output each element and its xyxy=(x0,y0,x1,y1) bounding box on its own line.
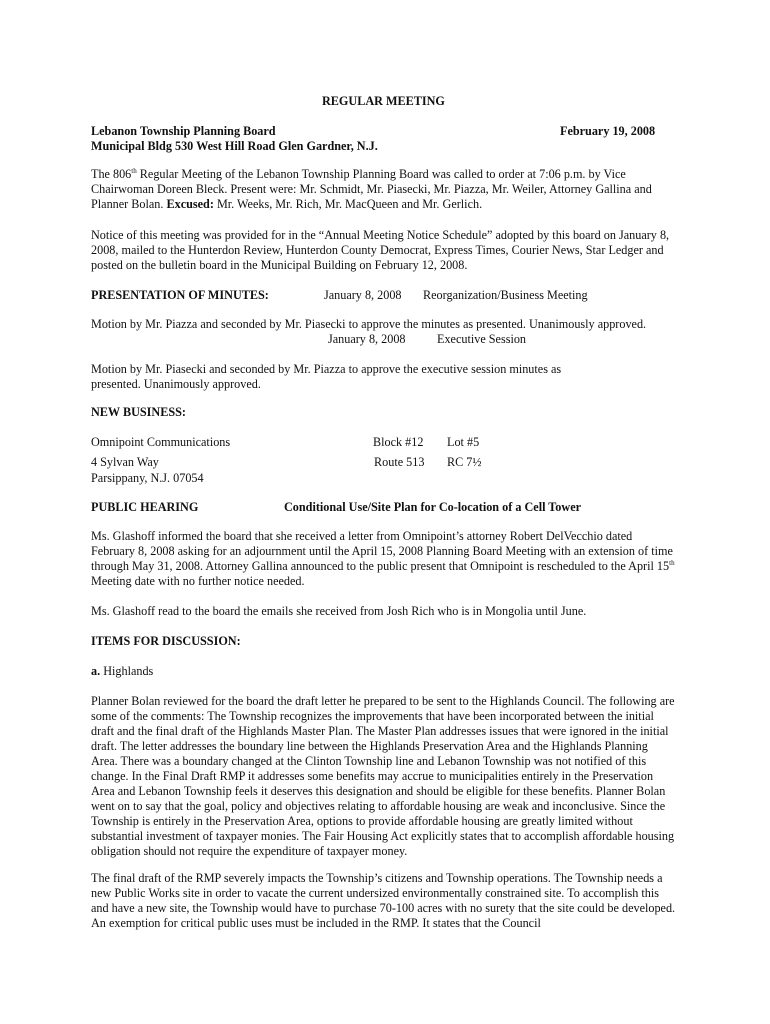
minutes-heading: PRESENTATION OF MINUTES: xyxy=(91,288,269,302)
meeting-title: REGULAR MEETING xyxy=(322,94,445,108)
applicant-address-2: Parsippany, N.J. 07054 xyxy=(91,471,204,485)
applicant-name: Omnipoint Communications xyxy=(91,435,231,449)
road-name: Route 513 xyxy=(374,455,425,469)
public-hearing-heading: PUBLIC HEARING xyxy=(91,500,199,514)
public-hearing-subject: Conditional Use/Site Plan for Co-location of a Cell Tower xyxy=(284,500,582,514)
minutes-motion-1: Motion by Mr. Piazza and seconded by Mr. Piasecki to approve the minutes as presented. Unanimously approved. xyxy=(91,317,647,331)
highlands-paragraph-1: Planner Bolan reviewed for the board the draft letter he prepared to be sent to the Highlands Council. The following are some of the comments: The Township recognizes the improvements that have been incorporated between the initial draft and the final draft of the Highlands Master Plan. The Master Plan addresses issues that were ignored in the initial draft. The letter addresses the boundary line between the Highlands Preservation Area and the Highlands Planning Area. There was a boundary changed at the Clinton Township line and Lebanon Township was not notified of this change. In the Final Draft RMP it addresses some benefits may accrue to municipalities entirely in the Preservation Area and Lebanon Township feels it deserves this designation and should be eligible for these benefits. Planner Bolan went on to say that the goal, policy and objectives relating to affordable housing are weak and inconclusive. Since the Township is entirely in the Preservation Area, options to provide affordable housing are greatly limited without substantial investment of taxpayer monies. The Fair Housing Act explicitly states that to accomplish affordable housing obligation should not require the expenditure of taxpayer money. xyxy=(91,694,675,858)
meeting-location: Municipal Bldg 530 West Hill Road Glen Gardner, N.J. xyxy=(91,139,378,153)
minutes-date-1: January 8, 2008 xyxy=(324,288,402,302)
minutes-motion-2: Motion by Mr. Piasecki and seconded by Mr. Piazza to approve the executive session minutes as presented. Unanimously approved. xyxy=(91,362,562,391)
discussion-heading: ITEMS FOR DISCUSSION: xyxy=(91,634,241,648)
call-to-order-paragraph: The 806th Regular Meeting of the Lebanon Township Planning Board was called to order at 7:06 p.m. by Vice Chairwoman Doreen Bleck. Present were: Mr. Schmidt, Mr. Piasecki, Mr. Piazza, Mr. Weiler, Attorney Gallina and Planner Bolan. Excused: Mr. Weeks, Mr. Rich, Mr. MacQueen and Mr. Gerlich. xyxy=(91,166,652,211)
lot-number: Lot #5 xyxy=(447,435,480,449)
minutes-type-2: Executive Session xyxy=(437,332,527,346)
block-number: Block #12 xyxy=(373,435,424,449)
board-name: Lebanon Township Planning Board xyxy=(91,124,276,138)
minutes-type-1: Reorganization/Business Meeting xyxy=(423,288,588,302)
zone: RC 7½ xyxy=(447,455,482,469)
highlands-paragraph-2: The final draft of the RMP severely impacts the Township’s citizens and Township operations. The Township needs a new Public Works site in order to vacate the current undersized environmentally constrained site. To accomplish this and have a new site, the Township would have to purchase 70-100 acres with no surety that the site could be developed. An exemption for critical public uses must be included in the RMP. It states that the Council xyxy=(91,871,676,930)
minutes-date-2: January 8, 2008 xyxy=(328,332,406,346)
new-business-heading: NEW BUSINESS: xyxy=(91,405,186,419)
notice-paragraph: Notice of this meeting was provided for in the “Annual Meeting Notice Schedule” adopted by this board on January 8, 2008, mailed to the Hunterdon Review, Hunterdon County Democrat, Express Times, Courier News, Star Ledger and posted on the bulletin board in the Municipal Building on February 12, 2008. xyxy=(91,228,670,272)
emails-paragraph: Ms. Glashoff read to the board the emails she received from Josh Rich who is in Mongolia until June. xyxy=(91,604,587,618)
highlands-subheading: a. Highlands xyxy=(91,664,154,678)
meeting-date: February 19, 2008 xyxy=(560,124,656,138)
excused-label: Excused: xyxy=(166,197,214,211)
applicant-address-1: 4 Sylvan Way xyxy=(91,455,159,469)
hearing-paragraph: Ms. Glashoff informed the board that she received a letter from Omnipoint’s attorney Robert DelVecchio dated February 8, 2008 asking for an adjournment until the April 15, 2008 Planning Board Meeting with an extension of time through May 31, 2008. Attorney Gallina announced to the public present that Omnipoint is rescheduled to the April 15th Meeting date with no further notice needed. xyxy=(91,529,675,588)
